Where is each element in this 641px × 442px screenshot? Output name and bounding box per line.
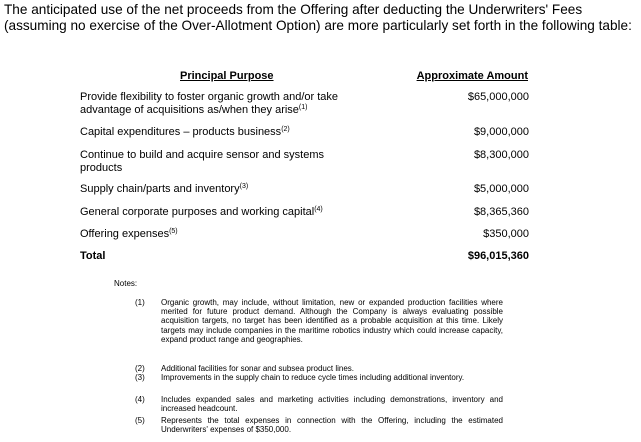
row-purpose: Capital expenditures – products business (80, 126, 282, 138)
row-note-ref: (2) (281, 126, 290, 133)
row-amount: $5,000,000 (473, 183, 529, 195)
total-label: Total (80, 250, 106, 262)
note-number: (5) (135, 416, 145, 425)
row-note-ref: (4) (314, 206, 323, 213)
row-purpose: Provide flexibility to foster organic growth and/or take advantage of acquisitions as/when they arise (80, 91, 339, 116)
header-principal-purpose: Principal Purpose (180, 70, 274, 82)
total-amount: $96,015,360 (467, 250, 529, 262)
note-text: Includes expanded sales and marketing activities including demonstrations, inventory and increased headcount. (161, 395, 503, 414)
note-text: Additional facilities for sonar and subsea product lines. (161, 364, 354, 373)
note-number: (4) (135, 395, 145, 404)
header-approximate-amount: Approximate Amount (416, 70, 528, 82)
row-amount: $8,365,360 (473, 206, 529, 218)
note-number: (1) (135, 298, 145, 307)
row-purpose: Continue to build and acquire sensor and systems products (80, 149, 324, 174)
note-number: (3) (135, 373, 145, 382)
note-text: Organic growth, may include, without limitation, new or expanded production facilities where merited for future product demand. Although the Company is always evaluating possible acquisition targets, no target has been identified as a probable acquisition at this time. Likely targets may include companies in the maritime robotics industry which could increase capacity, expand product range and geographies. (161, 298, 503, 344)
row-purpose: Offering expenses (80, 228, 170, 240)
row-purpose: Supply chain/parts and inventory (80, 183, 240, 195)
notes-label: Notes: (114, 279, 138, 288)
row-purpose: General corporate purposes and working capital (80, 206, 315, 218)
row-amount: $8,300,000 (473, 149, 529, 161)
note-text: Improvements in the supply chain to reduce cycle times including additional inventory. (161, 373, 465, 382)
row-amount: $65,000,000 (467, 91, 529, 103)
row-note-ref: (1) (298, 104, 308, 111)
row-note-ref: (3) (239, 183, 249, 190)
note-text: Represents the total expenses in connection with the Offering, including the estimated Underwriters' expenses of $350,000. (161, 416, 503, 435)
intro-paragraph: The anticipated use of the net proceeds from the Offering after deducting the Underwriters' Fees (assuming no exercise of the Over-Allotment Option) are more particularly set forth in the following table: (4, 2, 632, 33)
row-note-ref: (5) (169, 228, 178, 235)
note-number: (2) (135, 364, 145, 373)
row-amount: $350,000 (483, 228, 529, 240)
row-amount: $9,000,000 (473, 126, 529, 138)
